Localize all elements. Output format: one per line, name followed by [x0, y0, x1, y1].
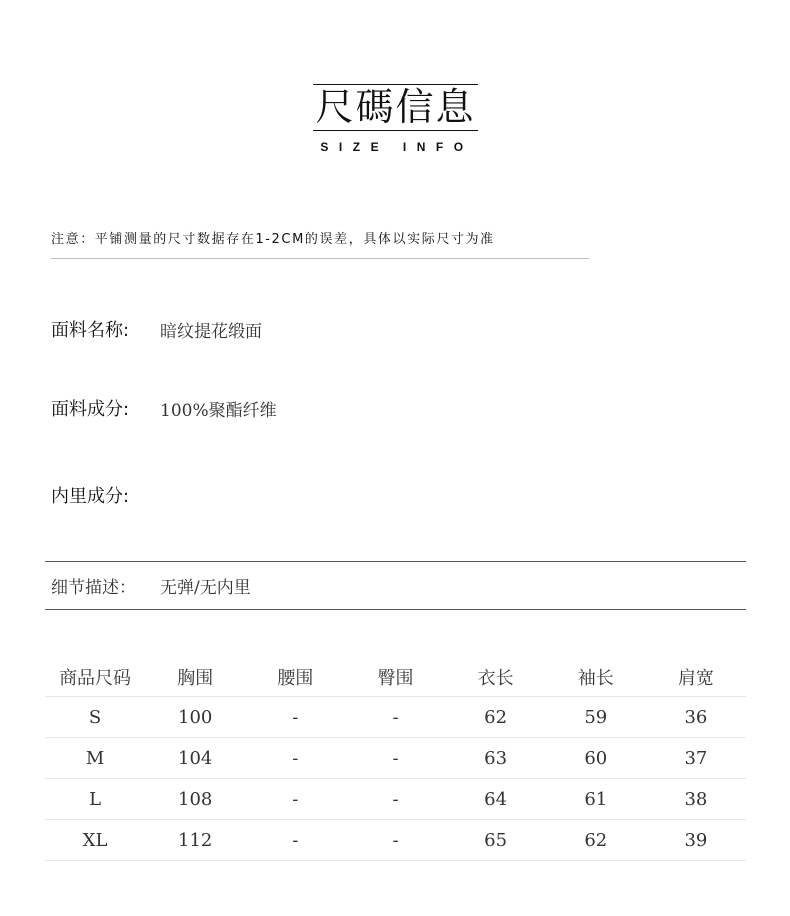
header-chest: 胸围 — [145, 657, 245, 697]
hip-cell: - — [345, 820, 445, 861]
fabric-composition-value: 100%聚酯纤维 — [160, 401, 277, 421]
sleeve-cell: 61 — [546, 779, 646, 820]
detail-value: 无弹/无内里 — [160, 578, 251, 598]
header-waist: 腰围 — [245, 657, 345, 697]
hip-cell: - — [345, 738, 445, 779]
size-cell: S — [45, 697, 145, 738]
chest-cell: 100 — [145, 697, 245, 738]
length-cell: 65 — [446, 820, 546, 861]
fabric-name-value: 暗纹提花缎面 — [160, 322, 262, 342]
size-table-header-row — [45, 657, 746, 697]
detail-bottom-rule — [45, 609, 746, 610]
size-cell: L — [45, 779, 145, 820]
shoulder-cell: 39 — [646, 820, 746, 861]
table-row — [45, 779, 746, 820]
sleeve-cell: 59 — [546, 697, 646, 738]
table-row — [45, 820, 746, 861]
waist-cell: - — [245, 779, 345, 820]
chest-cell: 112 — [145, 820, 245, 861]
header-shoulder: 肩宽 — [646, 657, 746, 697]
shoulder-cell: 36 — [646, 697, 746, 738]
hip-cell: - — [345, 697, 445, 738]
measurement-notice: 注意：平铺测量的尺寸数据存在1-2CM的误差，具体以实际尺寸为准 — [51, 232, 495, 247]
page-title: 尺碼信息 — [315, 85, 476, 129]
size-cell: M — [45, 738, 145, 779]
length-cell: 64 — [446, 779, 546, 820]
table-row — [45, 697, 746, 738]
sleeve-cell: 60 — [546, 738, 646, 779]
shoulder-cell: 38 — [646, 779, 746, 820]
header-length: 衣长 — [446, 657, 546, 697]
hip-cell: - — [345, 779, 445, 820]
fabric-name-label: 面料名称: — [51, 320, 130, 341]
header-sleeve: 袖长 — [546, 657, 646, 697]
fabric-composition-label: 面料成分: — [51, 399, 130, 420]
header-size: 商品尺码 — [45, 657, 145, 697]
notice-divider — [51, 258, 589, 259]
detail-label: 细节描述： — [51, 578, 136, 598]
table-row — [45, 738, 746, 779]
waist-cell: - — [245, 697, 345, 738]
size-table — [45, 657, 746, 861]
chest-cell: 104 — [145, 738, 245, 779]
shoulder-cell: 37 — [646, 738, 746, 779]
waist-cell: - — [245, 738, 345, 779]
length-cell: 63 — [446, 738, 546, 779]
waist-cell: - — [245, 820, 345, 861]
page-subtitle: SIZE INFO — [320, 140, 474, 154]
size-cell: XL — [45, 820, 145, 861]
detail-top-rule — [45, 561, 746, 562]
sleeve-cell: 62 — [546, 820, 646, 861]
lining-label: 内里成分: — [51, 486, 130, 507]
header-bottom-rule — [313, 130, 478, 131]
header-hip: 臀围 — [345, 657, 445, 697]
chest-cell: 108 — [145, 779, 245, 820]
length-cell: 62 — [446, 697, 546, 738]
